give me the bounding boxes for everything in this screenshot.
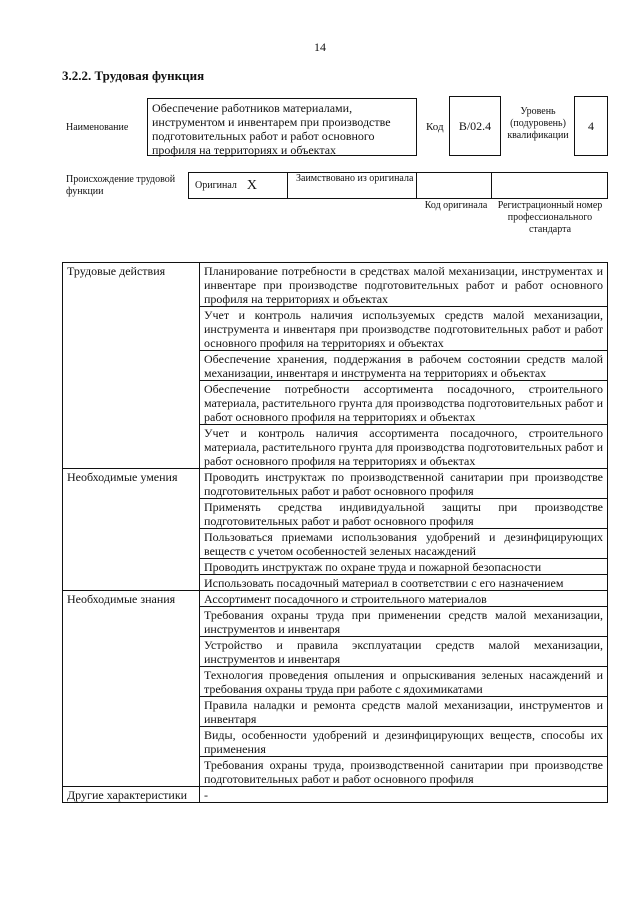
function-table bbox=[62, 262, 608, 803]
table-cell: Применять средства индивидуальной защиты при производстве подготовительных работ и работ основного профиля bbox=[200, 499, 608, 529]
table-cell: Планирование потребности в средствах малой механизации, инструментах и инвентаре при производстве подготовительных работ и работ основного профиля на территориях и объектах bbox=[200, 263, 608, 307]
table-row bbox=[63, 469, 608, 499]
name-value: Обеспечение работников материалами, инструментом и инвентарем при производстве подготовительных работ и работ основного профиля на территориях и объектах bbox=[147, 98, 417, 156]
table-cell: Правила наладки и ремонта средств малой механизации, инструментов и инвентаря bbox=[200, 697, 608, 727]
section-header: Необходимые знания bbox=[63, 591, 200, 787]
code-label: Код bbox=[426, 121, 444, 133]
table-row bbox=[63, 787, 608, 803]
table-cell: Требования охраны труда при применении средств малой механизации, инструментов и инвентаря bbox=[200, 607, 608, 637]
original-label: Оригинал bbox=[195, 179, 237, 191]
table-cell: Учет и контроль наличия используемых средств малой механизации, инструмента и инвентаря при производстве подготовительных работ и работ основного профиля на территориях и объектах bbox=[200, 307, 608, 351]
table-cell: Устройство и правила эксплуатации средств малой механизации, инструментов и инвентаря bbox=[200, 637, 608, 667]
page-number: 14 bbox=[314, 40, 326, 54]
name-label: Наименование bbox=[66, 122, 129, 133]
original-mark: X bbox=[246, 177, 258, 193]
reg-number-caption: Регистрационный номер профессионального стандарта bbox=[497, 200, 603, 235]
code-value: В/02.4 bbox=[449, 96, 501, 156]
table-cell: Пользоваться приемами использования удобрений и дезинфицирующих веществ с учетом особенностей зеленых насаждений bbox=[200, 529, 608, 559]
level-label: Уровень (подуровень) квалификации bbox=[507, 106, 569, 141]
code-original-caption: Код оригинала bbox=[424, 200, 488, 211]
table-cell: Учет и контроль наличия ассортимента посадочного, строительного материала, растительного грунта для производства подготовительных работ и работ основного профиля на территориях и объектах bbox=[200, 425, 608, 469]
original-cell bbox=[188, 172, 288, 199]
table-cell: Ассортимент посадочного и строительного материалов bbox=[200, 591, 608, 607]
table-cell: - bbox=[200, 787, 608, 803]
section-header: Другие характеристики bbox=[63, 787, 200, 803]
origin-label: Происхождение трудовой функции bbox=[66, 174, 176, 197]
table-cell: Проводить инструктаж по охране труда и пожарной безопасности bbox=[200, 559, 608, 575]
section-header: Трудовые действия bbox=[63, 263, 200, 469]
table-cell: Обеспечение потребности ассортимента посадочного, строительного материала, растительного грунта для производства подготовительных работ и работ основного профиля на территориях и объектах bbox=[200, 381, 608, 425]
section-title: 3.2.2. Трудовая функция bbox=[62, 68, 205, 83]
code-original-cell bbox=[416, 172, 492, 199]
reg-number-cell bbox=[491, 172, 608, 199]
table-cell: Технология проведения опыления и опрыскивания зеленых насаждений и требования охраны труда при работе с ядохимикатами bbox=[200, 667, 608, 697]
section-header: Необходимые умения bbox=[63, 469, 200, 591]
table-cell: Обеспечение хранения, поддержания в рабочем состоянии средств малой механизации, инвентаря и инструмента на территориях и объектах bbox=[200, 351, 608, 381]
borrowed-label: Заимствовано из оригинала bbox=[287, 172, 417, 199]
level-value: 4 bbox=[574, 96, 608, 156]
origin-row bbox=[188, 172, 608, 199]
table-cell: Требования охраны труда, производственной санитарии при производстве подготовительных работ и работ основного профиля bbox=[200, 757, 608, 787]
table-cell: Виды, особенности удобрений и дезинфицирующих веществ, способы их применения bbox=[200, 727, 608, 757]
table-row bbox=[63, 263, 608, 307]
table-row bbox=[63, 591, 608, 607]
table-cell: Проводить инструктаж по производственной санитарии при производстве подготовительных работ и работ основного профиля bbox=[200, 469, 608, 499]
table-cell: Использовать посадочный материал в соответствии с его назначением bbox=[200, 575, 608, 591]
